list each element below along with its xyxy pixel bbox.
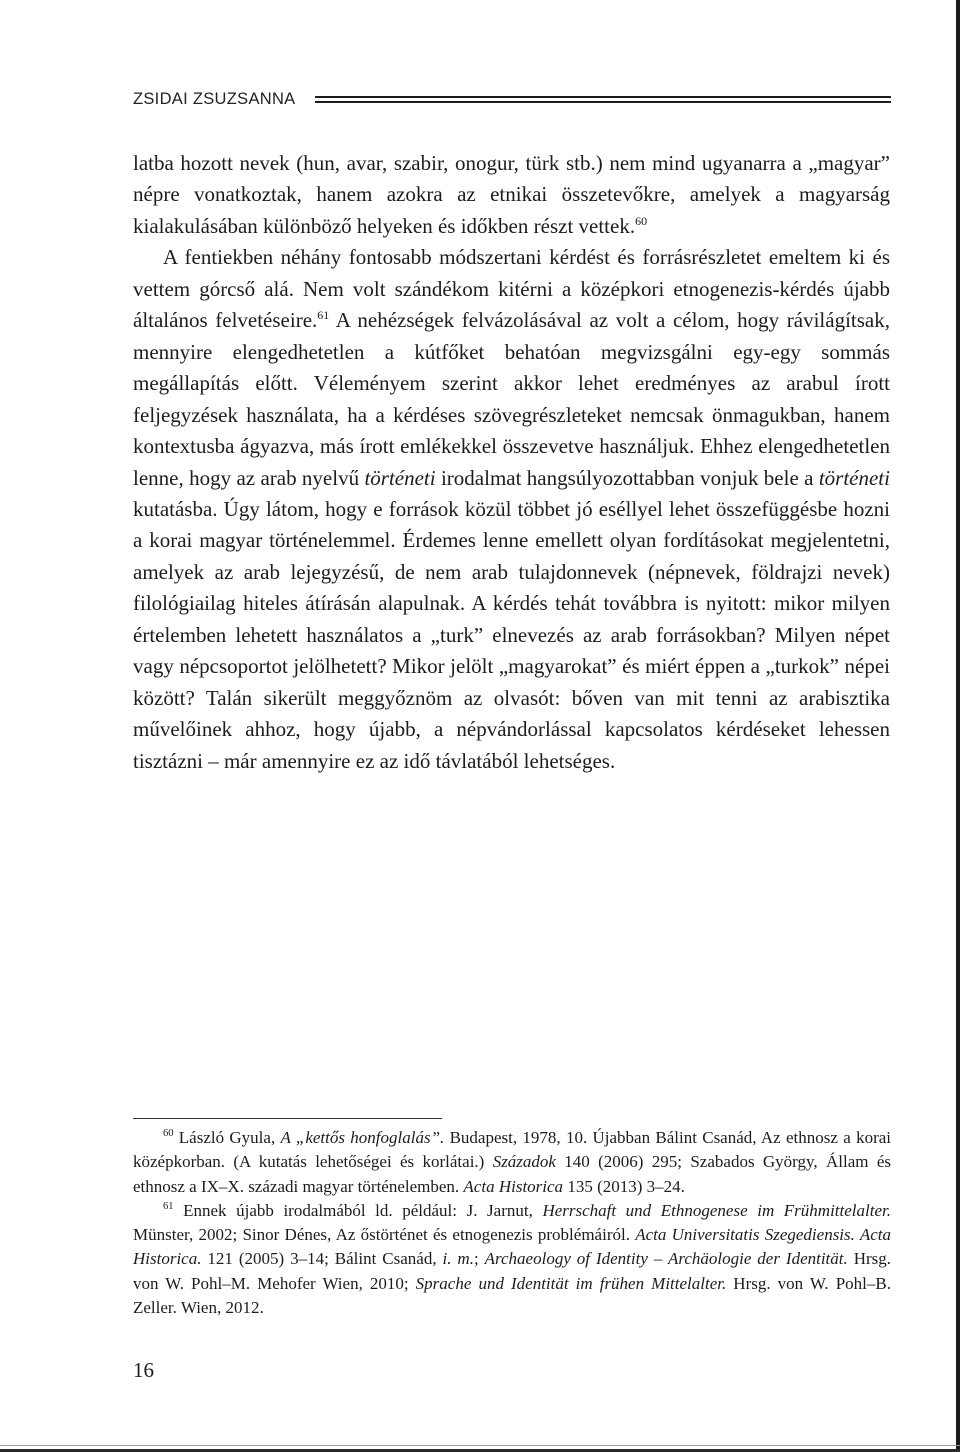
text-run: irodalmat hangsúlyozottabban vonjuk bele a bbox=[435, 465, 819, 490]
text-run: latba hozott nevek (hun, avar, szabir, onogur, türk stb.) nem mind ugyanarra a „magyar” népre vonatkoztak, hanem azokra az etnikai összetevőkre, amelyek a magyarság kialakulásában különböző helyeken és időkben részt vettek. bbox=[133, 151, 890, 238]
text-run: László Gyula, bbox=[173, 1128, 281, 1147]
paragraph bbox=[133, 148, 890, 242]
main-text bbox=[133, 148, 890, 777]
footnote-ref-60: 60 bbox=[635, 213, 648, 228]
text-run: 121 (2005) 3–14; Bálint Csanád, bbox=[201, 1249, 443, 1269]
footnote-separator bbox=[133, 1118, 442, 1119]
header-rule bbox=[315, 96, 891, 98]
page-bottom-line bbox=[0, 1445, 960, 1446]
page-number: 16 bbox=[133, 1358, 154, 1382]
text-run: A fentiekben néhány fontosabb módszertani kérdést és forrásrészletet emeltem ki és vettem górcső alá. Nem volt szándékom kitérni a középkori etnogenezis-kérdés újabb általános felvetéseire. bbox=[133, 245, 890, 333]
text-run: Ennek újabb irodalmából ld. például: J. Jarnut, bbox=[173, 1200, 543, 1220]
text-run: Hrsg. von W. Pohl–M. Mehofer Wien, 2010; bbox=[133, 1249, 892, 1293]
text-run: kutatásba. Úgy látom, hogy e források közül többet jó eséllyel lehet összefüggésbe hozni a korai magyar történelemmel. Érdemes lenne emellett olyan fordításokat megjelentetni, amelyek az arab lejegyzésű, de nem arab tulajdonnevek (népnevek, földrajzi nevek) filológiailag hiteles átírásán alapulnak. A kérdés tehát továbbra is nyitott: mikor milyen értelemben lehetett használatos a „turk” elnevezés az arab forrásokban? Milyen népet vagy népcsoportot jelölhetett? Mikor jelölt „magyarokat” és miért éppen a „turkok” népei között? Talán sikerült meggyőznöm az olvasót: bőven van mit tenni az arabisztika művelőinek ahhoz, hogy újabb, a népvándorlással kapcsolatos kérdéseket lehessen tisztázni – már amennyire ez az idő távlatából lehetséges. bbox=[133, 496, 890, 773]
footnote-number: 60 bbox=[163, 1128, 174, 1139]
italic-title: Acta Universitatis Szegediensis. Acta Historica. bbox=[133, 1225, 891, 1269]
italic-title: A „kettős honfoglalás”. bbox=[280, 1128, 445, 1147]
italic-title: Sprache und Identität im frühen Mittelalter. bbox=[415, 1273, 727, 1293]
footnote-ref-61: 61 bbox=[317, 308, 330, 323]
italic-title: Acta Historica bbox=[463, 1176, 564, 1196]
text-run: ; bbox=[473, 1249, 485, 1269]
header-author: ZSIDAI ZSUZSANNA bbox=[133, 90, 296, 108]
text-run: Hrsg. von W. Pohl–B. Zeller. Wien, 2012. bbox=[133, 1273, 891, 1318]
paragraph bbox=[133, 242, 890, 777]
italic-title: i. m. bbox=[442, 1249, 474, 1269]
running-header bbox=[133, 90, 891, 114]
italic-term: történeti bbox=[364, 465, 436, 490]
italic-title: Archaeology of Identity – Archäologie der Identität. bbox=[484, 1249, 848, 1269]
page-right-edge bbox=[956, 0, 960, 1452]
text-run: 135 (2013) 3–24. bbox=[563, 1176, 685, 1196]
text-run: A nehézségek felvázolásával az volt a célom, hogy rávilágítsak, mennyire elengedhetetlen a kútfőket behatóan megvizsgálni egy-egy sommás megállapítás előtt. Véleményem szerint akkor lehet eredményes az arabul írott feljegyzések használata, ha a kérdéses szövegrészleteket nemcsak önmagukban, hanem kontextusba ágyazva, más írott emlékekkel összevetve használjuk. Ehhez elengedhetetlen lenne, hogy az arab nyelvű bbox=[133, 308, 890, 490]
text-run: Budapest, 1978, 10. Újabban Bálint Csanád, Az ethnosz a korai középkorban. (A kutatás lehetőségei és korlátai.) bbox=[133, 1128, 891, 1172]
text-run: Münster, 2002; Sinor Dénes, Az őstörténet és etnogenezis problémáiról. bbox=[133, 1225, 636, 1245]
header-rule bbox=[315, 101, 891, 103]
italic-term: történeti bbox=[818, 465, 890, 490]
text-run: 140 (2006) 295; Szabados György, Állam és ethnosz a IX–X. századi magyar történelemben. bbox=[133, 1152, 891, 1196]
footnote-60 bbox=[133, 1126, 891, 1199]
italic-title: Herrschaft und Ethnogenese im Frühmittelalter. bbox=[542, 1200, 891, 1220]
footnotes bbox=[133, 1126, 891, 1320]
footnote-number: 61 bbox=[163, 1200, 174, 1212]
footnote-61 bbox=[133, 1199, 891, 1320]
italic-title: Századok bbox=[492, 1152, 556, 1172]
